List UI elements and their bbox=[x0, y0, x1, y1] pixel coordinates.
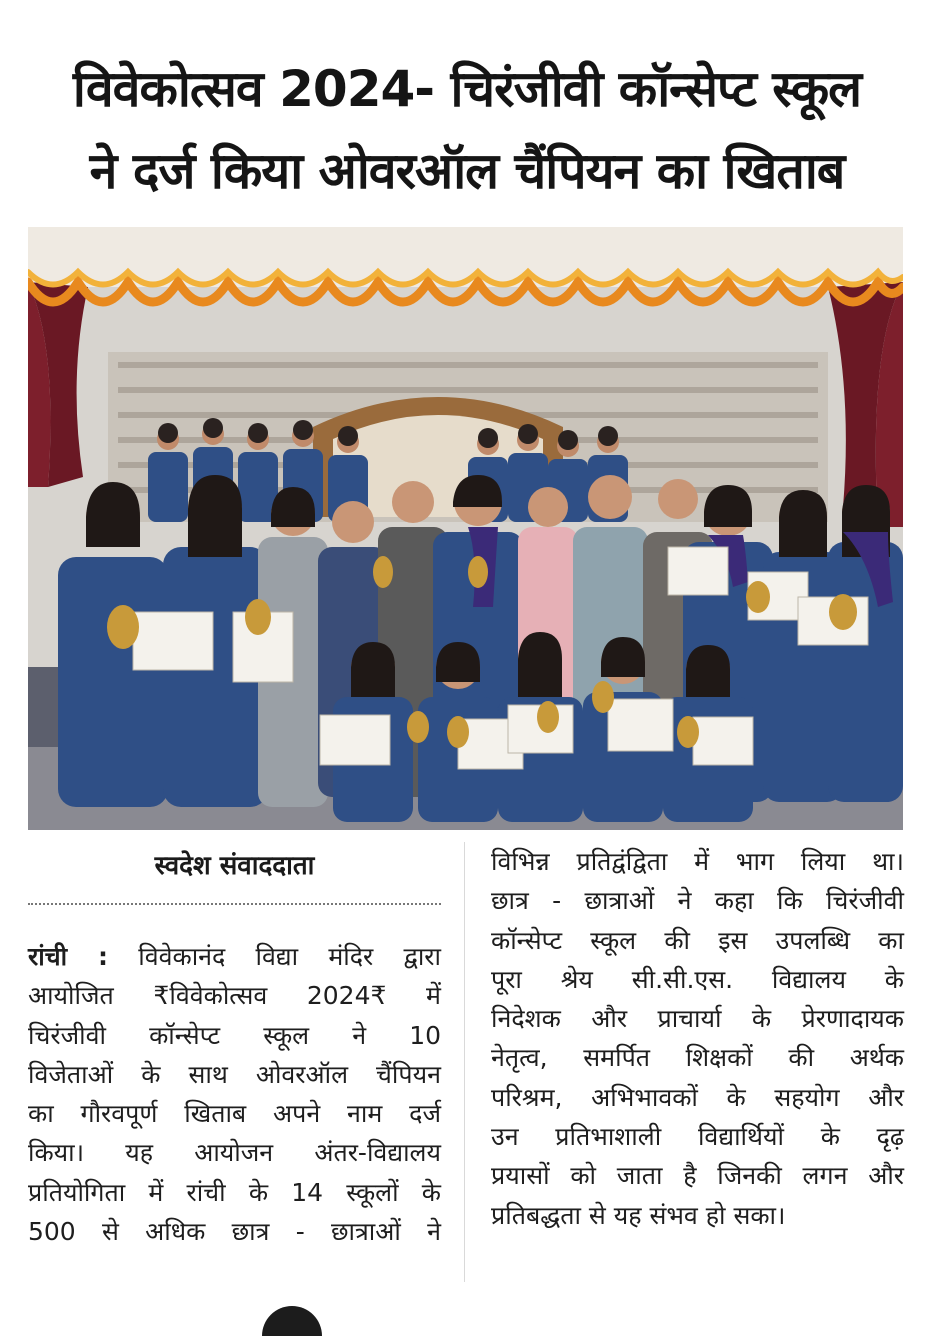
dateline: रांची : bbox=[28, 942, 109, 971]
page-bottom-mark bbox=[262, 1306, 322, 1336]
paragraph-line: पूरा श्रेय सी.सी.एस. विद्यालय के bbox=[491, 964, 904, 994]
paragraph-line: का गौरवपूर्ण खिताब अपने नाम दर्ज bbox=[28, 1099, 441, 1129]
paragraph-line: परिश्रम, अभिभावकों के सहयोग और bbox=[491, 1082, 904, 1112]
headline-line-1: विवेकोत्सव 2024- चिरंजीवी कॉन्सेप्ट स्कूल bbox=[72, 60, 862, 118]
column-divider bbox=[464, 842, 465, 1282]
headline-line-2: ने दर्ज किया ओवरऑल चैंपियन का खिताब bbox=[89, 142, 845, 200]
article-column-right bbox=[491, 842, 904, 1235]
paragraph-line-text: विवेकानंद विद्या मंदिर द्वारा bbox=[108, 942, 441, 971]
paragraph-line: किया। यह आयोजन अंतर-विद्यालय bbox=[28, 1138, 441, 1168]
headline bbox=[30, 48, 904, 212]
paragraph-line: आयोजित ₹विवेकोत्सव 2024₹ में bbox=[28, 981, 441, 1011]
paragraph-line: प्रतिबद्धता से यह संभव हो सका। bbox=[491, 1200, 786, 1230]
paragraph-line: उन प्रतिभाशाली विद्यार्थियों के दृढ़ bbox=[491, 1122, 904, 1152]
paragraph-line: निदेशक और प्राचार्या के प्रेरणादायक bbox=[491, 1004, 904, 1034]
paragraph-line: प्रयासों को जाता है जिनकी लगन और bbox=[491, 1161, 904, 1191]
byline-divider bbox=[28, 903, 441, 905]
paragraph-line: कॉन्सेप्ट स्कूल की इस उपलब्धि का bbox=[491, 925, 904, 955]
paragraph-line bbox=[28, 937, 441, 976]
paragraph-line: प्रतियोगिता में रांची के 14 स्कूलों के bbox=[28, 1177, 441, 1207]
paragraph-line: विजेताओं के साथ ओवरऑल चैंपियन bbox=[28, 1059, 441, 1089]
paragraph-line: 500 से अधिक छात्र - छात्राओं ने bbox=[28, 1217, 441, 1247]
byline: स्वदेश संवाददाता bbox=[154, 851, 315, 881]
paragraph-line: विभिन्न प्रतिद्वंद्विता में भाग लिया था। bbox=[491, 847, 904, 876]
paragraph-line: नेतृत्व, समर्पित शिक्षकों की अर्थक bbox=[491, 1043, 904, 1073]
article-column-left bbox=[28, 937, 441, 1251]
paragraph-line: चिरंजीवी कॉन्सेप्ट स्कूल ने 10 bbox=[28, 1020, 441, 1050]
paragraph-line: छात्र - छात्राओं ने कहा कि चिरंजीवी bbox=[491, 886, 904, 916]
page-top-edge bbox=[0, 0, 934, 10]
news-photo bbox=[28, 227, 903, 830]
group-photo-illustration bbox=[28, 227, 903, 830]
